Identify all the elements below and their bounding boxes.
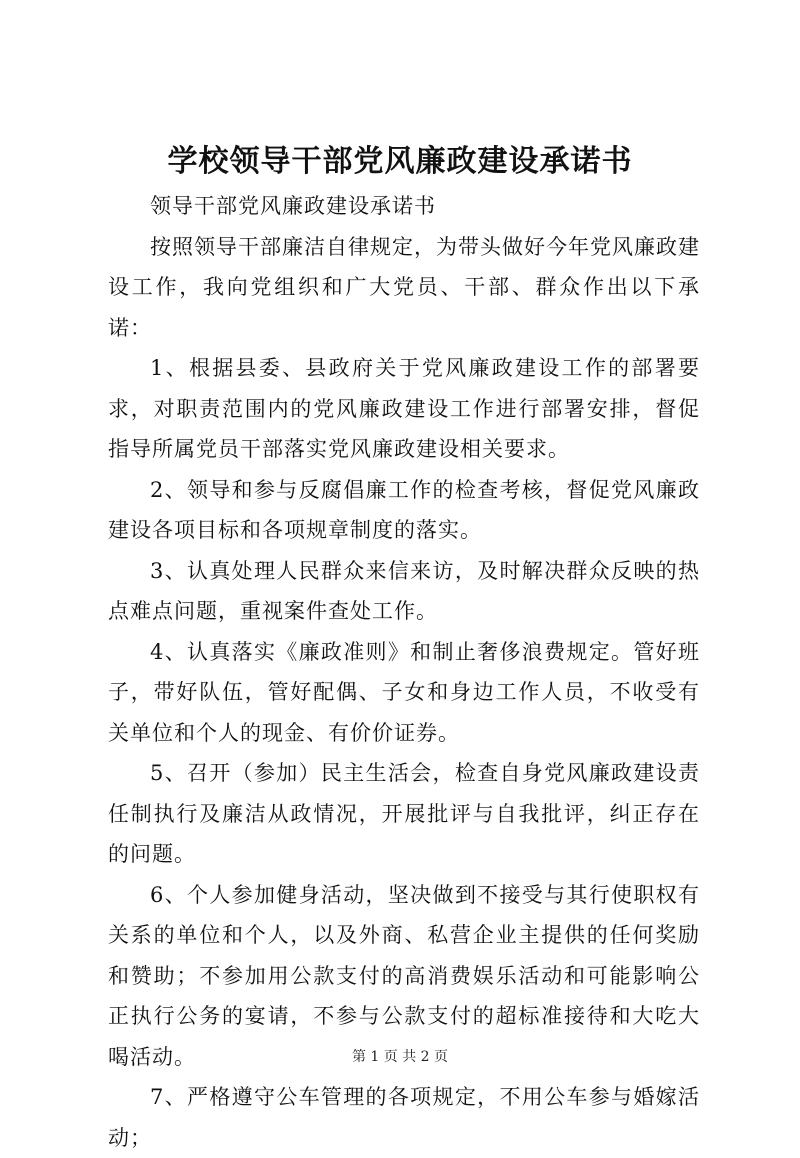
document-body bbox=[108, 186, 700, 1158]
commitment-item-3: 3、认真处理人民群众来信来访，及时解决群众反映的热点难点问题，重视案件查处工作。 bbox=[108, 558, 700, 623]
document-title: 学校领导干部党风廉政建设承诺书 bbox=[167, 144, 633, 179]
commitment-item-6: 6、个人参加健身活动，坚决做到不接受与其行使职权有关系的单位和个人，以及外商、私营企业主提供的任何奖励和赞助；不参加用公款支付的高消费娱乐活动和可能影响公正执行公务的宴请，不参与公款支付的超标准接待和大吃大喝活动。 bbox=[108, 882, 700, 1069]
document-subtitle: 领导干部党风廉政建设承诺书 bbox=[150, 194, 436, 218]
commitment-item-7: 7、严格遵守公车管理的各项规定，不用公车参与婚嫁活动； bbox=[108, 1085, 700, 1150]
commitment-item-2: 2、领导和参与反腐倡廉工作的检查考核，督促党风廉政建设各项目标和各项规章制度的落实。 bbox=[108, 477, 700, 542]
commitment-item-1: 1、根据县委、县政府关于党风廉政建设工作的部署要求，对职责范围内的党风廉政建设工作进行部署安排，督促指导所属党员干部落实党风廉政建设相关要求。 bbox=[108, 356, 700, 461]
commitment-item-4: 4、认真落实《廉政准则》和制止奢侈浪费规定。管好班子，带好队伍，管好配偶、子女和身边工作人员，不收受有关单位和个人的现金、有价价证券。 bbox=[108, 639, 700, 745]
commitment-item-5: 5、召开（参加）民主生活会，检查自身党风廉政建设责任制执行及廉洁从政情况，开展批评与自我批评，纠正存在的问题。 bbox=[108, 761, 700, 866]
page-footer: 第 1 页 共 2 页 bbox=[351, 1049, 449, 1065]
intro-paragraph: 按照领导干部廉洁自律规定，为带头做好今年党风廉政建设工作，我向党组织和广大党员、干部、群众作出以下承诺： bbox=[108, 234, 700, 340]
